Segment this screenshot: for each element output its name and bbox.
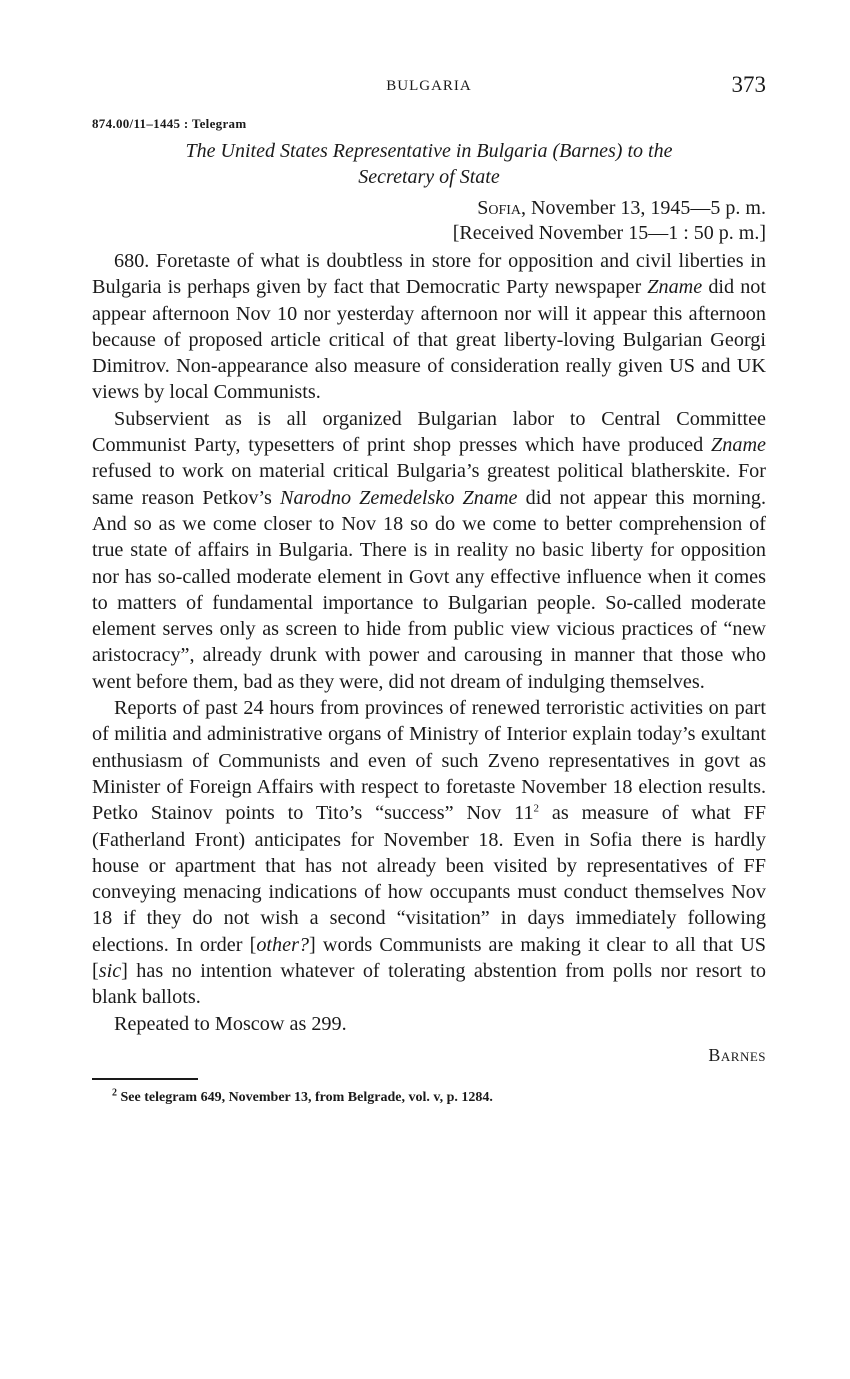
paragraph-4: Repeated to Moscow as 299. [114, 1012, 347, 1035]
newspaper-name: Zname [647, 276, 703, 299]
dateline [92, 196, 766, 246]
newspaper-name: Zname [711, 434, 766, 457]
document-id: 874.00/11–1445 : Telegram [92, 116, 247, 131]
text-run: Subservient as is all organized Bulgarian labor to Central Committee Communist Party, typesetters of print shop presses which have produced [92, 407, 766, 457]
footnote [92, 1087, 766, 1106]
dateline-place: Sofia [477, 197, 522, 219]
telegram-body [92, 248, 766, 1037]
text-run: did not appear afternoon Nov 10 nor yesterday afternoon nor will it appear this afternoon because of proposed article critical of that great liberty-loving Bulgarian Georgi Dimitrov. Non-appearance also measure of consideration really given US and UK views by local Communists. [92, 276, 766, 404]
running-head: BULGARIA [386, 78, 472, 94]
page-header [92, 72, 766, 102]
dateline-received: [Received November 15—1 : 50 p. m.] [452, 222, 766, 244]
text-run: ] has no intention whatever of tolerating abstention from polls nor resort to blank ballots. [92, 960, 766, 1009]
footnote-rule [92, 1078, 198, 1080]
paragraph-1 [92, 248, 766, 406]
text-run: did not appear this morning. And so as we come closer to Nov 18 so do we come to better comprehension of true state of affairs in Bulgaria. There is in reality no basic liberty for opposition nor has so-called moderate element in Govt any effective influence when it comes to matters of fundamental importance to Bulgarian people. So-called moderate element serves only as screen to hide from public view vicious practices of “new aristocracy”, already drunk with power and carousing in manner that those who went before them, bad as they were, did not dream of indulging themselves. [92, 486, 766, 693]
title-line-2: Secretary of State [358, 166, 500, 188]
footnote-marker: 2 [112, 1087, 117, 1099]
footnote-text: See telegram 649, November 13, from Belgrade, vol. v, p. 1284. [117, 1089, 493, 1105]
editorial-insert: other? [256, 933, 310, 956]
page [92, 72, 766, 1106]
editorial-insert: sic [98, 960, 122, 983]
footnote-ref: 2 [533, 802, 540, 815]
newspaper-name: Narodno Zemedelsko Zname [280, 486, 518, 509]
paragraph-3 [92, 695, 766, 1011]
text-run: Reports of past 24 hours from provinces of renewed terroristic activities on part of militia and administrative organs of Ministry of Interior explain today’s exultant enthusiasm of Communists and even of such Zveno representatives in govt as Minister of Foreign Affairs with respect to foretaste November 18 election results. Petko Stainov points to Tito’s “success” Nov 11 [92, 697, 766, 825]
page-number: 373 [731, 72, 766, 97]
dateline-date: , November 13, 1945—5 p. m. [521, 197, 766, 219]
text-run: refused to work on material critical Bulgaria’s greatest political blatherskite. For same reason Petkov’s [92, 460, 766, 509]
dateline-sent [92, 196, 766, 221]
paragraph-2 [92, 406, 766, 695]
text-run: 680. Foretaste of what is doubtless in store for opposition and civil liberties in Bulgaria is perhaps given by fact that Democratic Party newspaper [92, 250, 766, 299]
title-line-1: The United States Representative in Bulgaria (Barnes) to the [185, 140, 673, 162]
document-title [92, 138, 766, 190]
text-run: as measure of what FF (Fatherland Front) anticipates for November 18. Even in Sofia there is hardly house or apartment that has not already been visited by representatives of FF conveying menacing indications of how occupants must conduct themselves Nov 18 if they do not wish a second “visitation” in days immediately following elections. In order [ [92, 802, 766, 956]
text-run: ] words Communists are making it clear to all that US [ [92, 933, 767, 983]
signature: Barnes [708, 1044, 766, 1065]
